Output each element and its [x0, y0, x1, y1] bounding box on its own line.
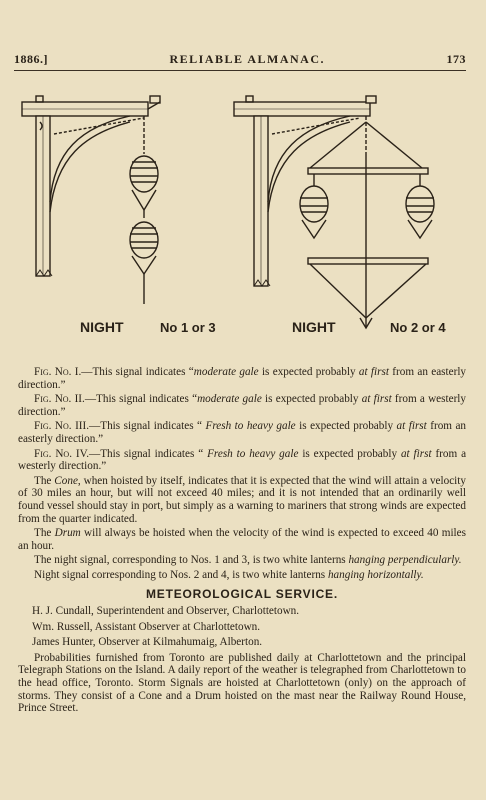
- staff-list: [18, 605, 466, 649]
- header-title: RELIABLE ALMANAC.: [169, 52, 326, 66]
- closing-paragraph: Probabilities furnished from Toronto are published daily at Charlottetown and the principal Telegraph Stations on the Island. A daily report of the weather is telegraphed from Charlottetown to the head office, Toronto. Storm Signals are hoisted at Charlottetown (only) on the approach of storms. They consist of a Cone and a Drum hoisted on the mast near the Railway Round House, Prince Street.: [18, 651, 466, 715]
- page-body: [18, 366, 466, 717]
- fig2-paragraph: Fig. No. II.—This signal indicates “moderate gale is expected probably at first from a westerly direction.”: [18, 393, 466, 418]
- left-number-label: No 1 or 3: [160, 320, 216, 335]
- left-night-label: NIGHT: [80, 319, 124, 335]
- fig1-paragraph: Fig. No. I.—This signal indicates “moderate gale is expected probably at first from an easterly direction.”: [18, 366, 467, 391]
- header-year: 1886.]: [14, 52, 48, 66]
- header-page-number: 173: [446, 52, 466, 66]
- section-title: METEOROLOGICAL SERVICE.: [146, 586, 338, 601]
- drum-paragraph: The Drum will always be hoisted when the velocity of the wind is expected to exceed 40 miles an hour.: [18, 527, 466, 552]
- night-signal-2-paragraph: Night signal corresponding to Nos. 2 and 4, is two white lanterns hanging horizontally.: [34, 568, 424, 581]
- night-signal-illustration: [20, 92, 460, 362]
- staff-item: Wm. Russell, Assistant Observer at Charlottetown.: [32, 620, 261, 633]
- header-rule: [14, 70, 466, 71]
- left-lanterns-perpendicular: [130, 116, 158, 304]
- fig3-paragraph: Fig. No. III.—This signal indicates “ Fresh to heavy gale is expected probably at first from an easterly direction.”: [18, 420, 467, 445]
- night-signal-1-paragraph: The night signal, corresponding to Nos. 1 and 3, is two white lanterns hanging perpendicularly.: [34, 554, 462, 567]
- staff-item: James Hunter, Observer at Kilmahumaig, Alberton.: [32, 636, 263, 649]
- right-lanterns-horizontal: [300, 116, 434, 328]
- right-night-label: NIGHT: [292, 319, 336, 335]
- staff-item: H. J. Cundall, Superintendent and Observer, Charlottetown.: [32, 605, 300, 618]
- left-signal-mast: [22, 96, 160, 276]
- page-header: [14, 52, 466, 67]
- cone-paragraph: The Cone, when hoisted by itself, indicates that it is expected that the wind will attain a velocity of 30 miles an hour, but will not exceed 40 miles; and it is not intended that an ordinarily well found vessel should stay in port, but simply as a warning to mariners that strong winds are expected from the quarter indicated.: [18, 474, 466, 525]
- right-number-label: No 2 or 4: [390, 320, 446, 335]
- fig4-paragraph: Fig. No. IV.—This signal indicates “ Fresh to heavy gale is expected probably at first from a westerly direction.”: [18, 447, 467, 473]
